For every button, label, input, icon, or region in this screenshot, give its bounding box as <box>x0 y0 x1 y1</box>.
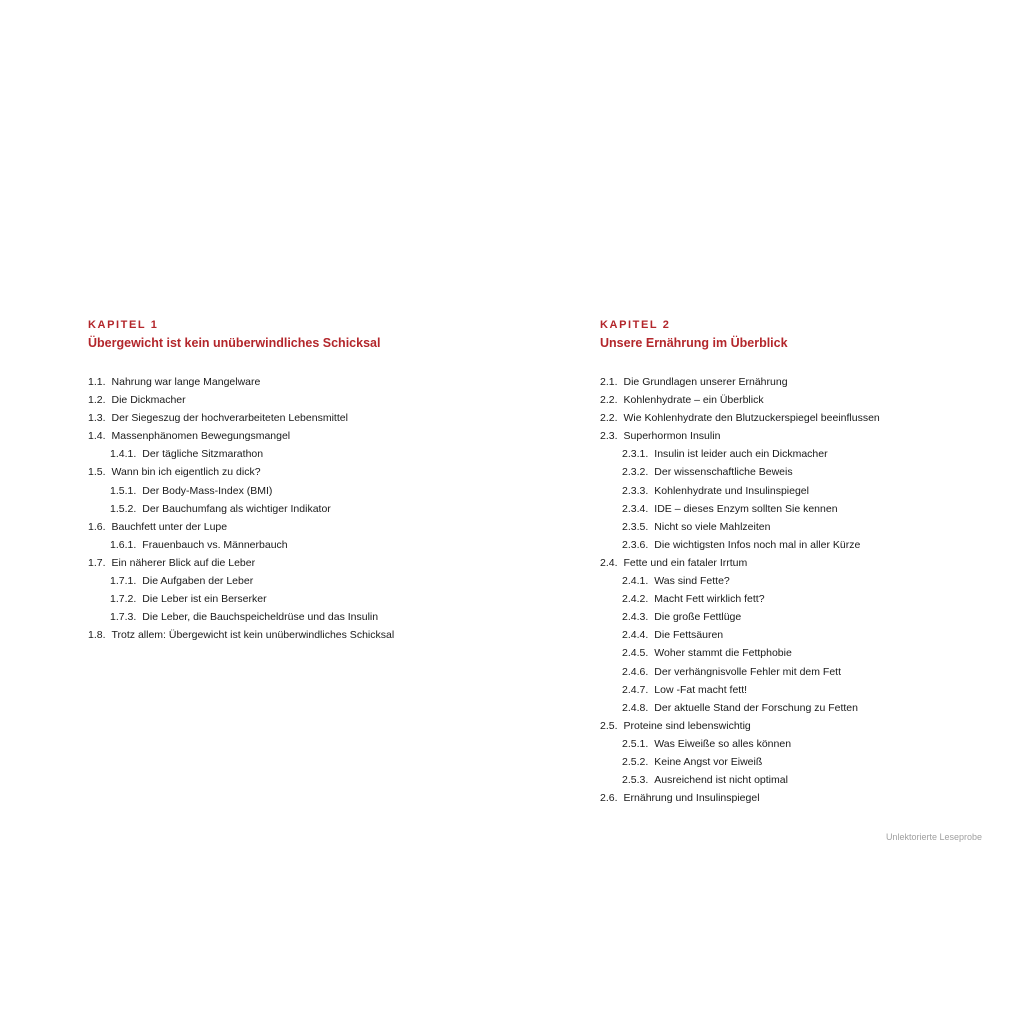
toc-entry-number: 2.1. <box>600 376 618 388</box>
toc-entry-number: 2.3. <box>600 430 618 443</box>
toc-entry <box>88 482 508 500</box>
toc-entry-text: Kohlenhydrate und Insulinspiegel <box>654 484 809 497</box>
toc-entry-number: 1.7. <box>88 556 106 569</box>
toc-entry-text: Ein näherer Blick auf die Leber <box>111 556 256 569</box>
toc-entry-number: 2.4.6. <box>622 665 649 678</box>
toc-entry-number: 1.7.2. <box>110 593 137 606</box>
toc-entry-text: Die Aufgaben der Leber <box>142 575 254 588</box>
chapter-title: Unsere Ernährung im Überblick <box>600 336 788 350</box>
toc-entry <box>600 427 1020 445</box>
toc-entry <box>88 590 508 608</box>
toc-entry-number: 2.5. <box>600 719 618 732</box>
toc-entry <box>600 590 1020 608</box>
toc-entry <box>600 735 1020 753</box>
toc-entry-text: Woher stammt die Fettphobie <box>654 647 792 660</box>
toc-entry-number: 2.5.2. <box>622 755 649 768</box>
toc-entry-number: 2.3.3. <box>622 484 649 497</box>
toc-entry <box>600 373 1020 391</box>
toc-entry-number: 2.4.3. <box>622 611 649 624</box>
toc-entry-text: Fette und ein fataler Irrtum <box>623 556 748 569</box>
toc-entry-number: 2.4. <box>600 556 618 569</box>
toc-entry-number: 1.6.1. <box>110 538 137 551</box>
toc-entry-text: Der Body-Mass-Index (BMI) <box>142 484 273 497</box>
toc-entry-text: Was Eiweiße so alles können <box>654 737 792 750</box>
chapter-title: Übergewicht ist kein unüberwindliches Schicksal <box>88 336 381 350</box>
toc-entry-number: 1.6. <box>88 520 106 533</box>
toc-entry-text: Keine Angst vor Eiweiß <box>654 755 763 768</box>
toc-entry <box>600 717 1020 735</box>
toc-entry-text: IDE – dieses Enzym sollten Sie kennen <box>654 502 838 515</box>
toc-entry-text: Kohlenhydrate – ein Überblick <box>623 394 764 407</box>
toc-entry <box>88 518 508 536</box>
toc-entry-number: 1.4. <box>88 430 106 443</box>
toc-entry-text: Massenphänomen Bewegungsmangel <box>111 430 291 443</box>
toc-entry-number: 2.4.7. <box>622 683 649 696</box>
toc-entry <box>600 554 1020 572</box>
toc-entry <box>600 500 1020 518</box>
toc-entry <box>600 608 1020 626</box>
toc-entry-number: 1.5.2. <box>110 502 137 515</box>
toc-entry <box>88 554 508 572</box>
toc-entry-text: Die Dickmacher <box>111 394 186 407</box>
toc-entry <box>600 644 1020 662</box>
toc-entry <box>88 500 508 518</box>
toc-entry <box>600 753 1020 771</box>
toc-entry <box>88 391 508 409</box>
toc-entry-number: 2.3.4. <box>622 502 649 515</box>
toc-entry-text: Der verhängnisvolle Fehler mit dem Fett <box>654 665 842 678</box>
toc-entry-text: Trotz allem: Übergewicht ist kein unüberwindliches Schicksal <box>111 629 395 642</box>
toc-entry-text: Low -Fat macht fett! <box>654 683 748 696</box>
toc-entry <box>600 699 1020 717</box>
toc-entry-number: 2.4.4. <box>622 629 649 642</box>
toc-entry-text: Der Siegeszug der hochverarbeiteten Lebensmittel <box>111 412 348 425</box>
toc-entry-text: Bauchfett unter der Lupe <box>111 520 228 533</box>
toc-list <box>600 373 1020 807</box>
toc-entry-text: Der tägliche Sitzmarathon <box>142 448 264 461</box>
toc-entry-text: Nicht so viele Mahlzeiten <box>654 520 771 533</box>
toc-entry <box>88 445 508 463</box>
toc-entry-number: 1.7.3. <box>110 611 137 624</box>
toc-entry-text: Der wissenschaftliche Beweis <box>654 466 793 479</box>
toc-entry-number: 2.5.1. <box>622 737 649 750</box>
toc-entry-number: 1.5.1. <box>110 484 137 497</box>
toc-entry <box>600 663 1020 681</box>
toc-entry-text: Die Fettsäuren <box>654 629 724 642</box>
chapter-label: KAPITEL 2 <box>600 319 671 331</box>
toc-entry-number: 2.3.6. <box>622 538 649 551</box>
toc-entry <box>88 608 508 626</box>
toc-entry-number: 1.7.1. <box>110 575 137 588</box>
toc-entry-text: Die Leber ist ein Berserker <box>142 593 267 606</box>
toc-entry-text: Die Grundlagen unserer Ernährung <box>623 376 788 388</box>
toc-entry-text: Frauenbauch vs. Männerbauch <box>142 538 288 551</box>
toc-entry <box>600 771 1020 789</box>
toc-entry <box>88 373 508 391</box>
toc-entry <box>600 626 1020 644</box>
toc-entry-number: 1.4.1. <box>110 448 137 461</box>
toc-entry-text: Wie Kohlenhydrate den Blutzuckerspiegel beeinflussen <box>623 412 880 425</box>
toc-entry <box>600 789 1020 807</box>
toc-entry-text: Ernährung und Insulinspiegel <box>623 792 760 805</box>
chapter-label: KAPITEL 1 <box>88 319 159 331</box>
toc-entry-number: 2.4.2. <box>622 593 649 606</box>
toc-entry-number: 1.1. <box>88 376 106 388</box>
toc-entry-number: 2.3.5. <box>622 520 649 533</box>
chapter-1-column <box>88 318 508 644</box>
toc-entry <box>600 409 1020 427</box>
toc-entry-number: 2.2. <box>600 412 618 425</box>
toc-entry-text: Die große Fettlüge <box>654 611 742 624</box>
toc-entry-text: Wann bin ich eigentlich zu dick? <box>111 466 261 479</box>
toc-entry-number: 1.8. <box>88 629 106 642</box>
toc-entry-number: 2.6. <box>600 792 618 805</box>
toc-entry-text: Der aktuelle Stand der Forschung zu Fetten <box>654 701 858 714</box>
toc-entry-text: Die Leber, die Bauchspeicheldrüse und das Insulin <box>142 611 379 624</box>
toc-entry-text: Insulin ist leider auch ein Dickmacher <box>654 448 828 461</box>
toc-entry <box>88 409 508 427</box>
toc-entry-number: 2.4.8. <box>622 701 649 714</box>
toc-entry-number: 2.2. <box>600 394 618 407</box>
footer-note: Unlektorierte Leseprobe <box>885 832 982 842</box>
toc-entry <box>600 463 1020 481</box>
toc-entry <box>600 518 1020 536</box>
chapter-2-column <box>600 318 1020 807</box>
toc-entry <box>600 391 1020 409</box>
toc-entry-number: 2.4.5. <box>622 647 649 660</box>
toc-entry <box>600 681 1020 699</box>
toc-entry-text: Superhormon Insulin <box>623 430 721 443</box>
toc-entry-text: Proteine sind lebenswichtig <box>623 719 751 732</box>
toc-entry-number: 2.3.2. <box>622 466 649 479</box>
toc-entry-number: 1.2. <box>88 394 106 407</box>
toc-entry <box>88 427 508 445</box>
toc-entry-number: 2.3.1. <box>622 448 649 461</box>
toc-entry-text: Ausreichend ist nicht optimal <box>654 774 788 787</box>
toc-entry <box>600 445 1020 463</box>
toc-list <box>88 373 508 644</box>
toc-entry-text: Macht Fett wirklich fett? <box>654 593 765 606</box>
toc-entry-text: Der Bauchumfang als wichtiger Indikator <box>142 502 331 515</box>
toc-entry <box>88 536 508 554</box>
toc-entry-number: 1.5. <box>88 466 106 479</box>
toc-entry <box>88 572 508 590</box>
toc-entry-text: Nahrung war lange Mangelware <box>111 376 261 388</box>
toc-entry-number: 1.3. <box>88 412 106 425</box>
toc-entry <box>600 572 1020 590</box>
toc-entry <box>600 536 1020 554</box>
toc-entry-number: 2.4.1. <box>622 575 649 588</box>
toc-entry <box>88 463 508 481</box>
toc-entry-number: 2.5.3. <box>622 774 649 787</box>
toc-entry <box>600 482 1020 500</box>
toc-entry <box>88 626 508 644</box>
toc-entry-text: Die wichtigsten Infos noch mal in aller Kürze <box>654 538 861 551</box>
toc-entry-text: Was sind Fette? <box>654 575 730 588</box>
